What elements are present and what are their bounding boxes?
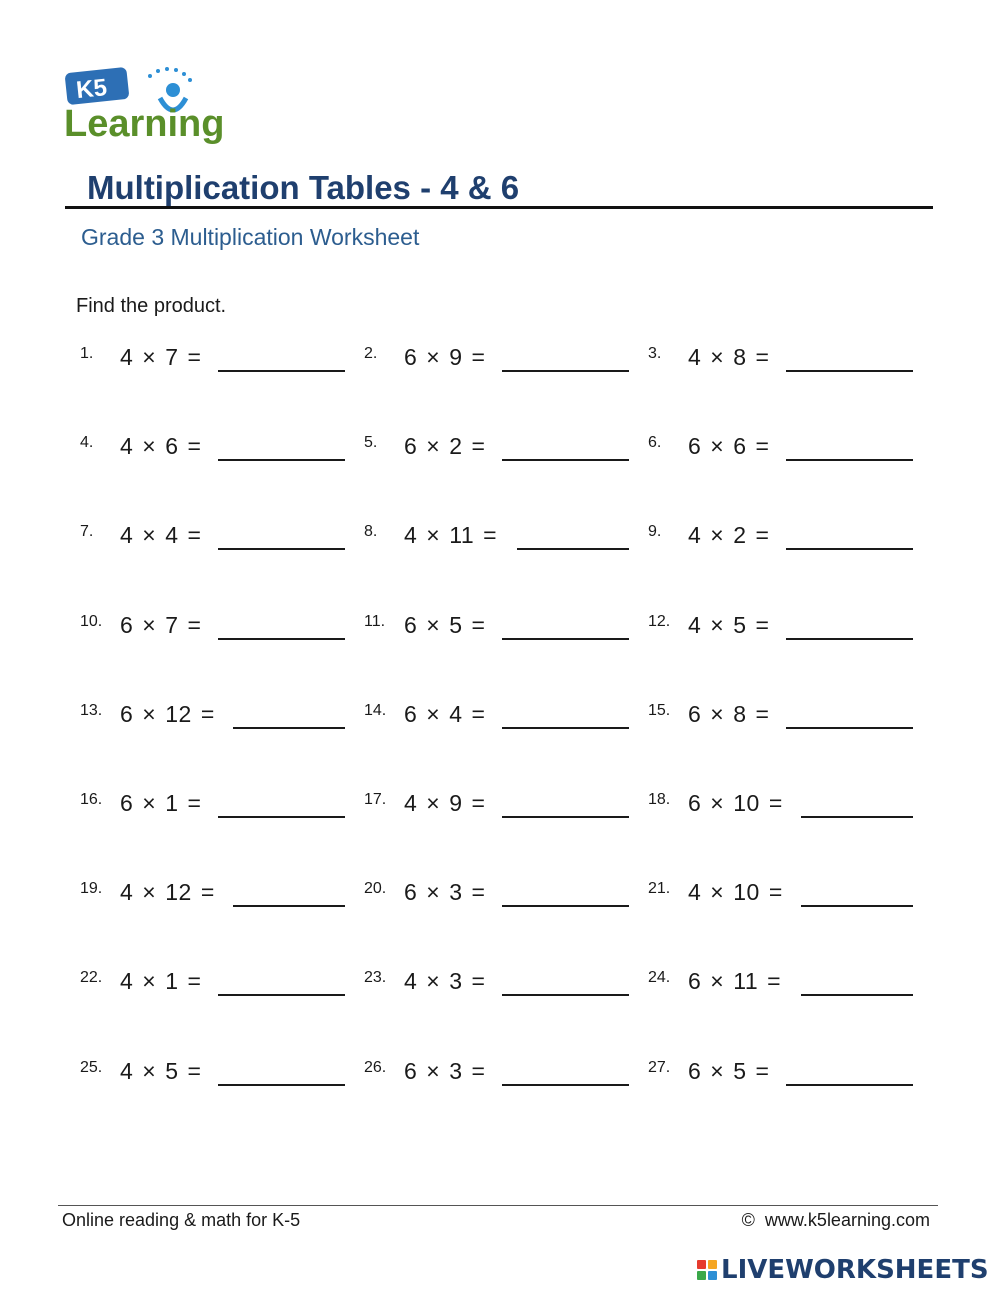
problem-expression xyxy=(688,699,778,729)
problem-number: 12. xyxy=(648,613,671,630)
expression-eq: = xyxy=(755,612,770,638)
problem-expression xyxy=(688,877,792,907)
logo-learning-text: Learning xyxy=(64,103,225,144)
problem-27 xyxy=(648,1056,913,1096)
problem-6 xyxy=(648,431,913,471)
expression-a: 4 xyxy=(404,790,418,816)
problem-number: 19. xyxy=(80,880,103,897)
problem-number: 4. xyxy=(80,434,94,451)
problem-expression xyxy=(404,699,494,729)
expression-op: × xyxy=(710,701,725,727)
problem-21 xyxy=(648,877,913,917)
expression-b: 4 xyxy=(165,522,179,548)
expression-eq: = xyxy=(755,344,770,370)
answer-blank[interactable] xyxy=(218,459,345,461)
problem-number: 23. xyxy=(364,969,387,986)
answer-blank[interactable] xyxy=(218,370,345,372)
expression-b: 5 xyxy=(733,1058,747,1084)
expression-op: × xyxy=(710,1058,725,1084)
expression-b: 12 xyxy=(165,879,192,905)
expression-a: 6 xyxy=(404,701,418,727)
problem-expression xyxy=(404,610,494,640)
logo-block-blue xyxy=(708,1271,717,1280)
expression-op: × xyxy=(710,612,725,638)
answer-blank[interactable] xyxy=(517,548,629,550)
expression-eq: = xyxy=(187,344,202,370)
expression-op: × xyxy=(426,612,441,638)
expression-op: × xyxy=(142,701,157,727)
expression-eq: = xyxy=(755,1058,770,1084)
problem-expression xyxy=(120,699,224,729)
expression-b: 7 xyxy=(165,344,179,370)
expression-a: 6 xyxy=(688,968,702,994)
problem-22 xyxy=(80,966,345,1006)
answer-blank[interactable] xyxy=(801,816,913,818)
answer-blank[interactable] xyxy=(502,994,629,996)
problem-number: 1. xyxy=(80,345,94,362)
problem-number: 3. xyxy=(648,345,662,362)
expression-op: × xyxy=(142,344,157,370)
expression-eq: = xyxy=(187,433,202,459)
expression-eq: = xyxy=(755,701,770,727)
problem-2 xyxy=(364,342,629,382)
problem-expression xyxy=(688,610,778,640)
problem-number: 5. xyxy=(364,434,378,451)
liveworksheets-wordmark: LIVEWORKSHEETS xyxy=(721,1255,989,1285)
expression-b: 10 xyxy=(733,790,760,816)
problem-number: 7. xyxy=(80,523,94,540)
problem-number: 20. xyxy=(364,880,387,897)
expression-b: 11 xyxy=(449,522,475,548)
problem-10 xyxy=(80,610,345,650)
footer-site-url[interactable]: www.k5learning.com xyxy=(764,1210,930,1230)
logo-block-red xyxy=(697,1260,706,1269)
problem-1 xyxy=(80,342,345,382)
expression-a: 4 xyxy=(404,522,418,548)
liveworksheets-logo-icon xyxy=(697,1260,717,1280)
problem-expression xyxy=(404,520,506,550)
expression-a: 6 xyxy=(404,344,418,370)
problem-number: 18. xyxy=(648,791,671,808)
answer-blank[interactable] xyxy=(233,905,345,907)
problem-5 xyxy=(364,431,629,471)
expression-a: 6 xyxy=(404,612,418,638)
problem-expression xyxy=(404,342,494,372)
expression-b: 5 xyxy=(733,612,747,638)
liveworksheets-brand[interactable] xyxy=(697,1256,989,1284)
answer-blank[interactable] xyxy=(502,905,629,907)
expression-b: 3 xyxy=(449,968,463,994)
problem-expression xyxy=(404,877,494,907)
answer-blank[interactable] xyxy=(502,370,629,372)
expression-op: × xyxy=(426,1058,441,1084)
expression-eq: = xyxy=(187,1058,202,1084)
expression-a: 4 xyxy=(120,879,134,905)
expression-a: 4 xyxy=(688,344,702,370)
logo-block-green xyxy=(697,1271,706,1280)
expression-eq: = xyxy=(471,879,486,905)
answer-blank[interactable] xyxy=(786,548,913,550)
expression-b: 5 xyxy=(449,612,463,638)
page-subtitle: Grade 3 Multiplication Worksheet xyxy=(81,224,420,250)
expression-b: 9 xyxy=(449,790,463,816)
expression-eq: = xyxy=(187,968,202,994)
problem-number: 15. xyxy=(648,702,671,719)
footer-divider xyxy=(58,1205,938,1206)
problem-number: 13. xyxy=(80,702,103,719)
expression-op: × xyxy=(142,1058,157,1084)
expression-op: × xyxy=(426,968,441,994)
problem-18 xyxy=(648,788,913,828)
expression-b: 3 xyxy=(449,1058,463,1084)
logo-block-orange xyxy=(708,1260,717,1269)
copyright-icon: © xyxy=(741,1210,755,1230)
expression-op: × xyxy=(426,701,441,727)
expression-a: 6 xyxy=(404,433,418,459)
problem-17 xyxy=(364,788,629,828)
problem-expression xyxy=(120,610,210,640)
expression-a: 4 xyxy=(688,879,702,905)
answer-blank[interactable] xyxy=(786,370,913,372)
answer-blank[interactable] xyxy=(218,638,345,640)
expression-op: × xyxy=(142,790,157,816)
problem-number: 16. xyxy=(80,791,103,808)
expression-b: 4 xyxy=(449,701,463,727)
expression-eq: = xyxy=(200,879,215,905)
expression-a: 4 xyxy=(120,433,134,459)
answer-blank[interactable] xyxy=(502,816,629,818)
problem-25 xyxy=(80,1056,345,1096)
expression-a: 6 xyxy=(688,701,702,727)
problem-16 xyxy=(80,788,345,828)
expression-eq: = xyxy=(471,790,486,816)
answer-blank[interactable] xyxy=(801,905,913,907)
expression-eq: = xyxy=(768,879,783,905)
expression-eq: = xyxy=(471,701,486,727)
answer-blank[interactable] xyxy=(218,1084,345,1086)
problem-expression xyxy=(120,877,224,907)
answer-blank[interactable] xyxy=(218,816,345,818)
expression-a: 4 xyxy=(120,968,134,994)
expression-eq: = xyxy=(755,433,770,459)
expression-op: × xyxy=(426,344,441,370)
problem-expression xyxy=(404,966,494,996)
problem-number: 21. xyxy=(648,880,671,897)
expression-b: 5 xyxy=(165,1058,179,1084)
footer-tagline: Online reading & math for K-5 xyxy=(62,1210,301,1230)
answer-blank[interactable] xyxy=(218,548,345,550)
expression-a: 4 xyxy=(120,344,134,370)
problem-expression xyxy=(688,342,778,372)
expression-b: 7 xyxy=(165,612,179,638)
expression-a: 4 xyxy=(404,968,418,994)
expression-op: × xyxy=(142,522,157,548)
problem-expression xyxy=(688,1056,778,1086)
answer-blank[interactable] xyxy=(233,727,345,729)
problem-13 xyxy=(80,699,345,739)
problem-expression xyxy=(120,520,210,550)
footer-site[interactable] xyxy=(742,1209,930,1231)
problem-7 xyxy=(80,520,345,560)
instruction-text: Find the product. xyxy=(76,295,227,317)
expression-eq: = xyxy=(187,790,202,816)
expression-eq: = xyxy=(187,612,202,638)
problem-number: 2. xyxy=(364,345,378,362)
problem-14 xyxy=(364,699,629,739)
problem-number: 27. xyxy=(648,1059,671,1076)
answer-blank[interactable] xyxy=(801,994,913,996)
answer-blank[interactable] xyxy=(786,459,913,461)
expression-a: 4 xyxy=(120,522,134,548)
expression-eq: = xyxy=(187,522,202,548)
expression-a: 6 xyxy=(120,790,134,816)
expression-a: 6 xyxy=(688,1058,702,1084)
answer-blank[interactable] xyxy=(786,727,913,729)
answer-blank[interactable] xyxy=(786,1084,913,1086)
expression-b: 1 xyxy=(165,968,179,994)
expression-op: × xyxy=(142,433,157,459)
expression-b: 10 xyxy=(733,879,760,905)
expression-op: × xyxy=(710,968,725,994)
expression-op: × xyxy=(710,433,725,459)
expression-a: 6 xyxy=(404,1058,418,1084)
expression-eq: = xyxy=(200,701,215,727)
expression-a: 6 xyxy=(120,612,134,638)
expression-op: × xyxy=(426,879,441,905)
expression-eq: = xyxy=(768,790,783,816)
problem-12 xyxy=(648,610,913,650)
expression-eq: = xyxy=(471,344,486,370)
expression-a: 6 xyxy=(688,790,702,816)
problem-expression xyxy=(688,520,778,550)
expression-a: 4 xyxy=(688,612,702,638)
problem-number: 6. xyxy=(648,434,662,451)
expression-op: × xyxy=(710,879,725,905)
problem-3 xyxy=(648,342,913,382)
expression-eq: = xyxy=(471,612,486,638)
problem-8 xyxy=(364,520,629,560)
answer-blank[interactable] xyxy=(502,638,629,640)
problem-expression xyxy=(688,788,792,818)
problem-number: 24. xyxy=(648,969,671,986)
problem-number: 14. xyxy=(364,702,387,719)
answer-blank[interactable] xyxy=(502,1084,629,1086)
problem-11 xyxy=(364,610,629,650)
expression-eq: = xyxy=(767,968,782,994)
page-title: Multiplication Tables - 4 & 6 xyxy=(87,169,520,206)
expression-op: × xyxy=(426,790,441,816)
problem-26 xyxy=(364,1056,629,1096)
expression-b: 6 xyxy=(733,433,747,459)
problem-expression xyxy=(404,788,494,818)
expression-a: 4 xyxy=(688,522,702,548)
expression-a: 4 xyxy=(120,1058,134,1084)
answer-blank[interactable] xyxy=(502,459,629,461)
problem-number: 26. xyxy=(364,1059,387,1076)
problem-number: 10. xyxy=(80,613,103,630)
problem-number: 11. xyxy=(364,613,386,630)
problem-number: 17. xyxy=(364,791,387,808)
problem-19 xyxy=(80,877,345,917)
expression-a: 6 xyxy=(688,433,702,459)
problem-15 xyxy=(648,699,913,739)
problem-20 xyxy=(364,877,629,917)
expression-b: 3 xyxy=(449,879,463,905)
logo-k5-text: K5 xyxy=(74,74,109,105)
expression-b: 11 xyxy=(733,968,759,994)
expression-op: × xyxy=(710,790,725,816)
expression-eq: = xyxy=(755,522,770,548)
expression-eq: = xyxy=(471,968,486,994)
expression-eq: = xyxy=(483,522,498,548)
expression-op: × xyxy=(710,344,725,370)
answer-blank[interactable] xyxy=(218,994,345,996)
problem-expression xyxy=(120,788,210,818)
expression-b: 1 xyxy=(165,790,179,816)
expression-b: 8 xyxy=(733,701,747,727)
expression-op: × xyxy=(426,433,441,459)
problem-expression xyxy=(404,431,494,461)
expression-a: 6 xyxy=(404,879,418,905)
answer-blank[interactable] xyxy=(502,727,629,729)
expression-eq: = xyxy=(471,1058,486,1084)
answer-blank[interactable] xyxy=(786,638,913,640)
expression-op: × xyxy=(142,968,157,994)
problem-9 xyxy=(648,520,913,560)
problem-expression xyxy=(404,1056,494,1086)
problem-expression xyxy=(688,966,790,996)
expression-b: 12 xyxy=(165,701,192,727)
problem-expression xyxy=(120,342,210,372)
problem-23 xyxy=(364,966,629,1006)
problem-number: 9. xyxy=(648,523,662,540)
expression-op: × xyxy=(142,879,157,905)
problem-number: 25. xyxy=(80,1059,103,1076)
expression-b: 6 xyxy=(165,433,179,459)
expression-eq: = xyxy=(471,433,486,459)
expression-op: × xyxy=(426,522,441,548)
problem-24 xyxy=(648,966,913,1006)
problem-4 xyxy=(80,431,345,471)
problem-expression xyxy=(688,431,778,461)
problem-expression xyxy=(120,1056,210,1086)
problem-number: 8. xyxy=(364,523,378,540)
expression-b: 2 xyxy=(449,433,463,459)
expression-b: 9 xyxy=(449,344,463,370)
expression-op: × xyxy=(142,612,157,638)
expression-a: 6 xyxy=(120,701,134,727)
problem-expression xyxy=(120,431,210,461)
problem-number: 22. xyxy=(80,969,103,986)
expression-b: 8 xyxy=(733,344,747,370)
expression-b: 2 xyxy=(733,522,747,548)
expression-op: × xyxy=(710,522,725,548)
problem-expression xyxy=(120,966,210,996)
